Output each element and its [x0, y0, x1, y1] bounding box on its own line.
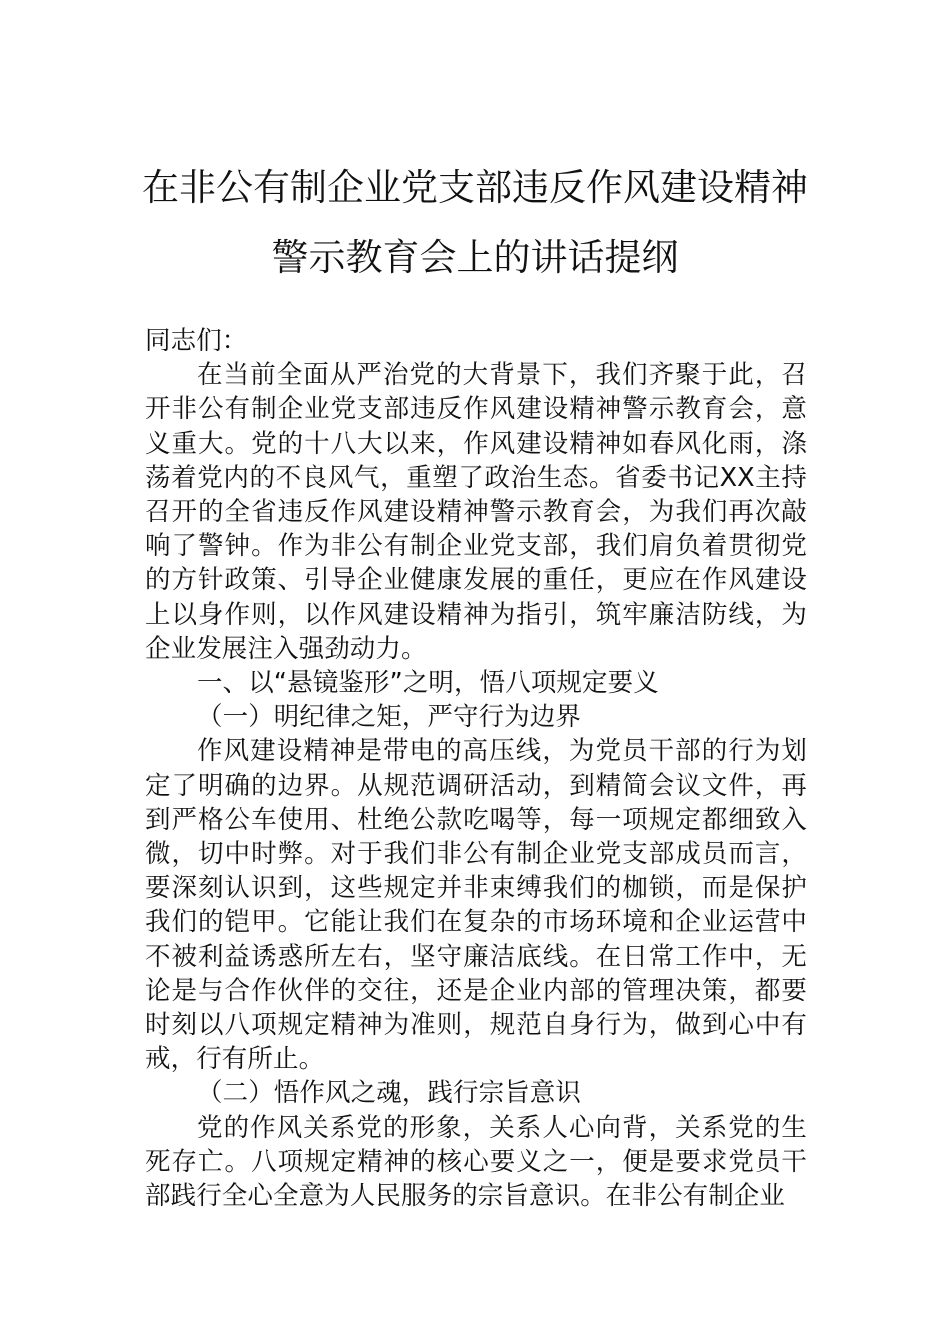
body-paragraph-1: 作风建设精神是带电的高压线，为党员干部的行为划定了明确的边界。从规范调研活动，到精简会议文件，再到严格公车使用、杜绝公款吃喝等，每一项规定都细致入微，切中时弊。对于我们非公有制企业党支部成员而言，要深刻认识到，这些规定并非束缚我们的枷锁，而是保护我们的铠甲。它能让我们在复杂的市场环境和企业运营中不被利益诱惑所左右，坚守廉洁底线。在日常工作中，无论是与合作伙伴的交往，还是企业内部的管理决策，都要时刻以八项规定精神为准则，规范自身行为，做到心中有戒，行有所止。 — [145, 736, 807, 1075]
section-heading-1: 一、以“悬镜鉴形”之明，悟八项规定要义 — [197, 668, 659, 699]
body-paragraph-2: 党的作风关系党的形象，关系人心向背，关系党的生死存亡。八项规定精神的核心要义之一，便是要求党员干部践行全心全意为人民服务的宗旨意识。在非公有制企业 — [145, 1112, 807, 1212]
intro-paragraph: 在当前全面从严治党的大背景下，我们齐聚于此，召开非公有制企业党支部违反作风建设精神警示教育会，意义重大。党的十八大以来，作风建设精神如春风化雨，涤荡着党内的不良风气，重塑了政治生态。省委书记XX主持召开的全省违反作风建设精神警示教育会，为我们再次敲响了警钟。作为非公有制企业党支部，我们肩负着贯彻党的方针政策、引导企业健康发展的重任，更应在作风建设上以身作则，以作风建设精神为指引，筑牢廉洁防线，为企业发展注入强劲动力。 — [145, 360, 807, 664]
salutation: 同志们： — [145, 326, 248, 356]
subsection-heading-1: （一）明纪律之矩，严守行为边界 — [197, 702, 582, 733]
document-title-line-1: 在非公有制企业党支部违反作风建设精神 — [142, 166, 808, 209]
subsection-heading-2: （二）悟作风之魂，践行宗旨意识 — [197, 1078, 582, 1109]
document-title-line-2: 警示教育会上的讲话提纲 — [271, 236, 679, 279]
document-body — [145, 324, 807, 1213]
